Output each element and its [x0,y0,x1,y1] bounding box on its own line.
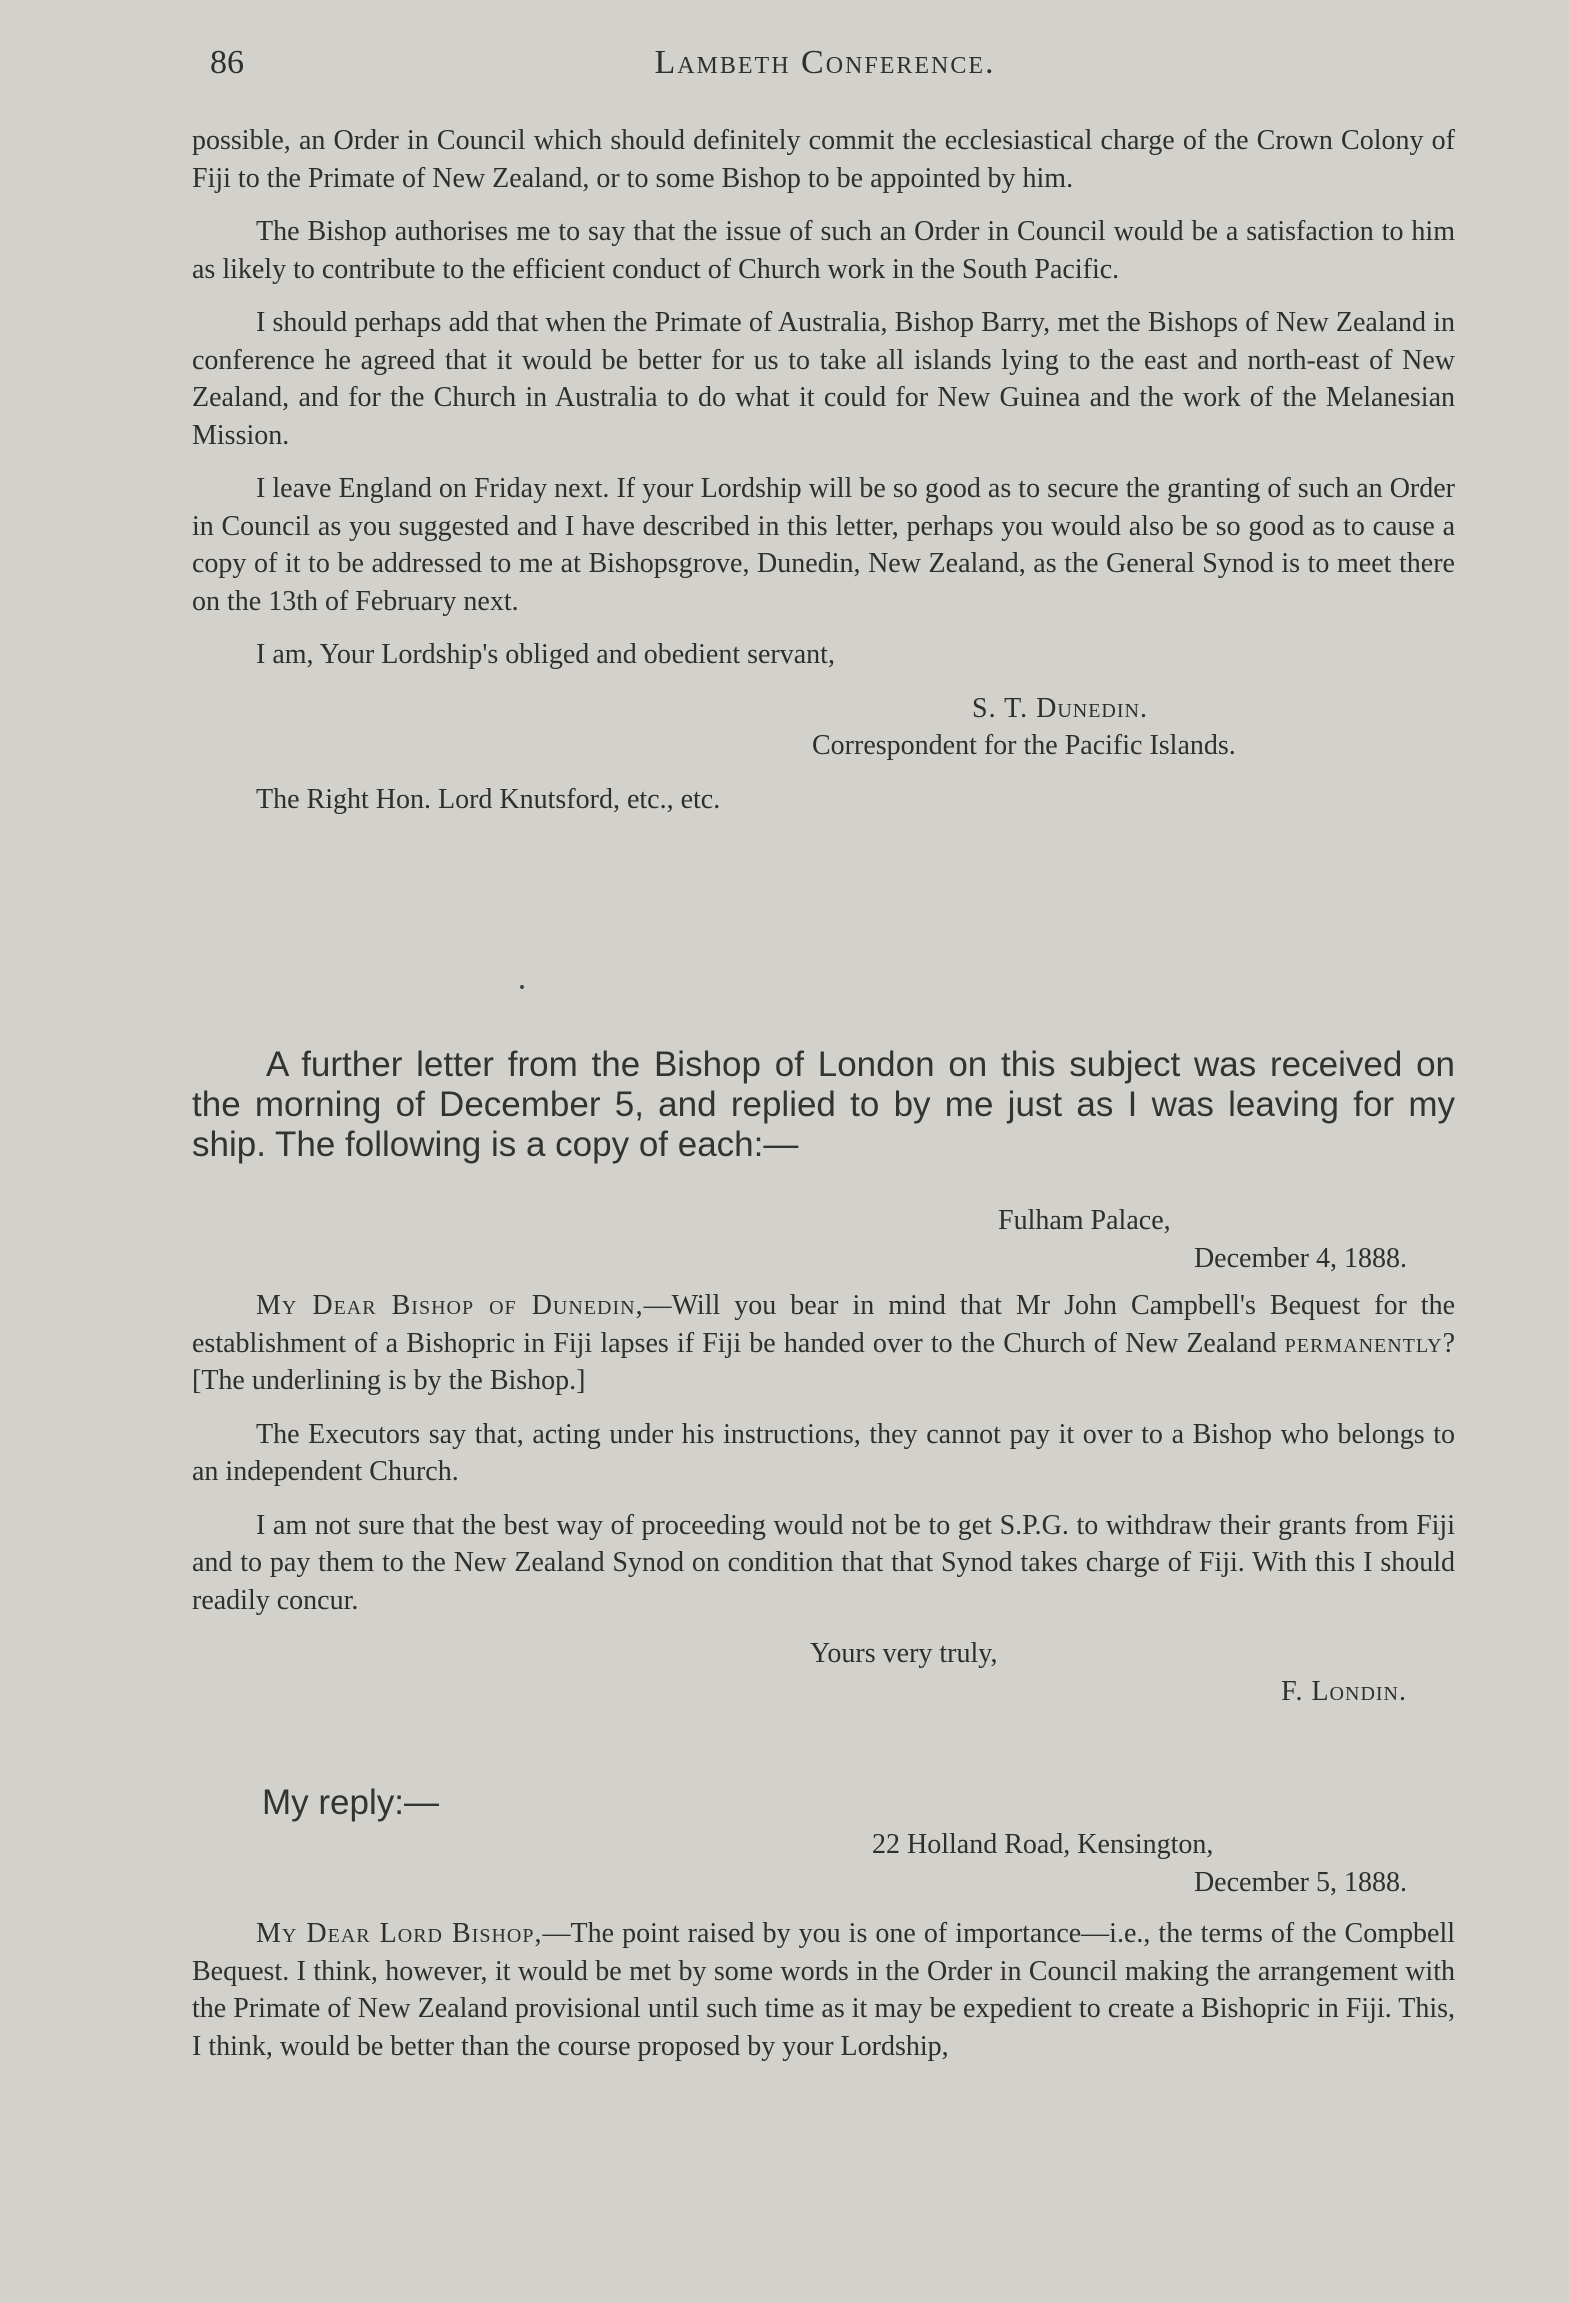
letter2-closing: Yours very truly, [810,1638,998,1669]
narrative-text: A further letter from the Bishop of London on this subject was received on the morning of December 5, and replied to by me just as I was leaving for my ship. The following is a copy of each:— [192,1045,1455,1164]
page-number: 86 [210,44,244,81]
letter2-paragraph-3: I am not sure that the best way of proceeding would not be to get S.P.G. to withdraw their grants from Fiji and to pay them to the New Zealand Synod on condition that that Synod takes charge of Fiji. With this I should readily concur. [192,1509,1455,1616]
stray-dot [520,985,524,989]
reply-date: December 5, 1888. [1193,1866,1407,1898]
letter1-addressee: The Right Hon. Lord Knutsford, etc., etc. [256,783,721,815]
letter2-place: Fulham Palace, [998,1205,1171,1236]
letter1-paragraph-4: I leave England on Friday next. If your Lordship will be so good as to secure the granting of such an Order in Council as you suggested and I have described in this letter, perhaps you would also be so good as to cause a copy of it to be addressed to me at Bishopsgrove, Dunedin, New Zealand, as the General Synod is to meet there on the 13th of February next. [192,473,1455,617]
letter1-closing: I am, Your Lordship's obliged and obedient servant, [256,639,835,670]
reply-place: 22 Holland Road, Kensington, [872,1829,1214,1860]
letter-from-london [192,1202,1455,1710]
reply-letter [192,1826,1455,2081]
letter1-paragraph-3: I should perhaps add that when the Primate of Australia, Bishop Barry, met the Bishops of New Zealand in conference he agreed that it would be better for us to take all islands lying to the east and north-east of New Zealand, and for the Church in Australia to do what it could for New Guinea and the work of the Melanesian Mission. [192,307,1455,451]
narrative-paragraph [192,1045,1455,1165]
running-head: Lambeth Conference. [654,44,996,81]
letter2-date: December 4, 1888. [1193,1242,1407,1274]
letter1-paragraph-1: possible, an Order in Council which should definitely commit the ecclesiastical charge of the Crown Colony of Fiji to the Primate of New Zealand, or to some Bishop to be appointed by him. [192,125,1455,194]
letter2-paragraph-1: My Dear Bishop of Dunedin,—Will you bear in mind that Mr John Campbell's Bequest for the establishment of a Bishopric in Fiji lapses if Fiji be handed over to the Church of New Zealand permanently? [The underlining is by the Bishop.] [192,1290,1456,1396]
reply-salutation: My Dear Lord Bishop, [256,1918,543,1949]
reply-heading: My reply:— [262,1783,439,1822]
letter1-signature: S. T. Dunedin. [972,692,1148,724]
letter1-paragraph-2: The Bishop authorises me to say that the issue of such an Order in Council would be a satisfaction to him as likely to contribute to the efficient conduct of Church work in the South Pacific. [192,216,1455,285]
emphasis-permanently: permanently [1284,1327,1443,1359]
letter1-signature-title: Correspondent for the Pacific Islands. [812,730,1236,761]
reply-paragraph-1: My Dear Lord Bishop,—The point raised by you is one of importance—i.e., the terms of the Compbell Bequest. I think, however, it would be met by some words in the Order in Council making the arrangement with the Primate of New Zealand provisional until such time as it may be expedient to create a Bishopric in Fiji. This, I think, would be better than the course proposed by your Lordship, [192,1918,1455,2062]
letter2-signature: F. Londin. [1281,1675,1407,1707]
letter2-paragraph-2: The Executors say that, acting under his instructions, they cannot pay it over to a Bishop who belongs to an independent Church. [192,1418,1455,1487]
letter-to-knutsford [192,122,1455,834]
letter2-salutation: My Dear Bishop of Dunedin, [256,1290,644,1321]
page-header [190,38,1460,88]
